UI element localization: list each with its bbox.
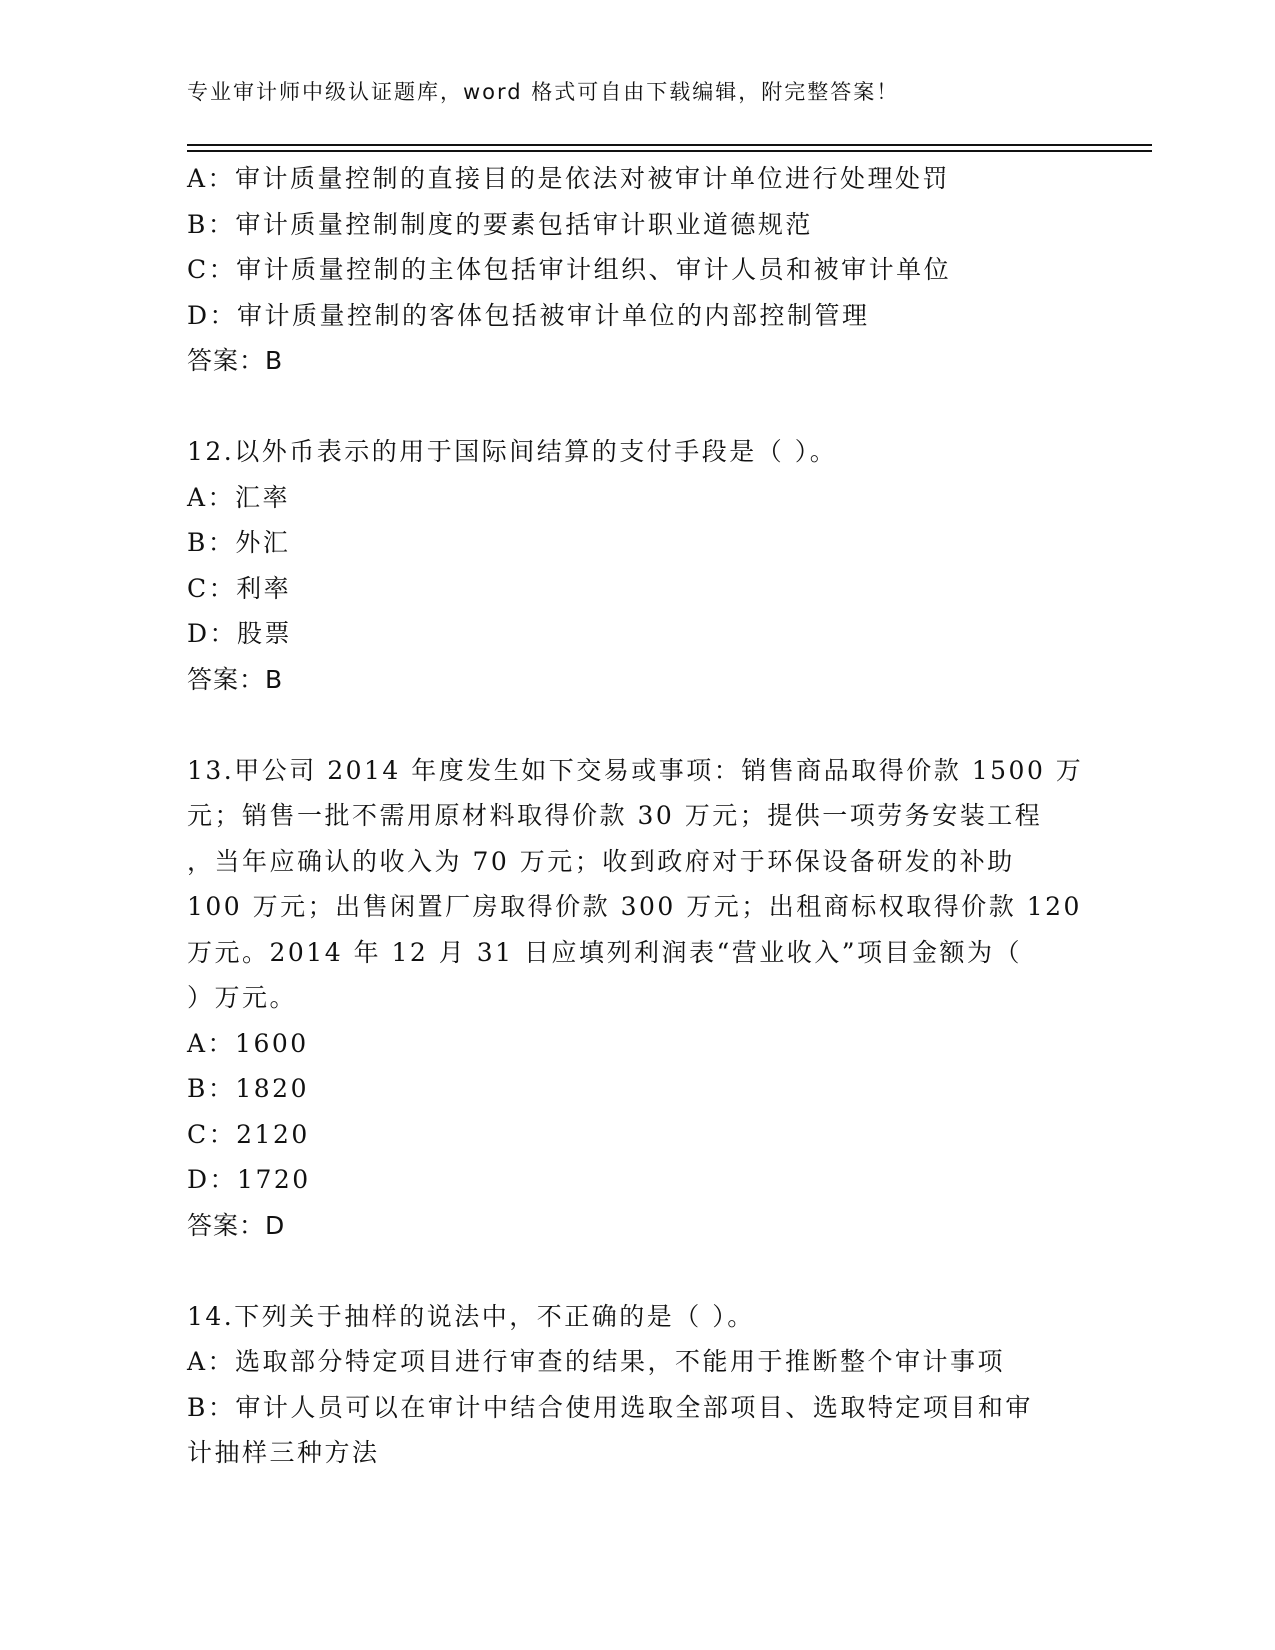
- question-stem-line: ，当年应确认的收入为 70 万元；收到政府对于环保设备研发的补助: [187, 846, 1015, 876]
- spacer: [187, 702, 1087, 748]
- question-stem-line: 100 万元；出售闲置厂房取得价款 300 万元；出租商标权取得价款 120: [187, 892, 1082, 921]
- question-stem-line: ）万元。: [187, 983, 298, 1012]
- option-d: D：股票: [187, 619, 293, 648]
- option-b: B：1820: [187, 1074, 309, 1103]
- option-a: A：选取部分特定项目进行审查的结果，不能用于推断整个审计事项: [187, 1347, 1006, 1376]
- option-a: A：1600: [187, 1028, 309, 1058]
- answer: 答案：B: [187, 346, 284, 375]
- answer: 答案：B: [187, 664, 284, 694]
- option-b: B：外汇: [187, 528, 291, 557]
- question-stem: 12.以外币表示的用于国际间结算的支付手段是（ ）。: [187, 437, 838, 466]
- answer: 答案：D: [187, 1210, 286, 1240]
- spacer: [187, 384, 1087, 430]
- option-d: D：1720: [187, 1165, 311, 1194]
- option-b: B：审计质量控制制度的要素包括审计职业道德规范: [187, 209, 813, 239]
- option-c: C：2120: [187, 1119, 310, 1149]
- option-d: D：审计质量控制的客体包括被审计单位的内部控制管理: [187, 300, 870, 330]
- header-rule-top: [187, 144, 1152, 146]
- option-a: A：汇率: [187, 482, 291, 512]
- question-stem-line: 13.甲公司 2014 年度发生如下交易或事项：销售商品取得价款 1500 万: [187, 755, 1084, 785]
- question-content: [187, 156, 1087, 1476]
- option-c: C：审计质量控制的主体包括审计组织、审计人员和被审计单位: [187, 255, 952, 284]
- question-12: [187, 429, 1087, 702]
- option-a: A：审计质量控制的直接目的是依法对被审计单位进行处理处罚: [187, 164, 951, 193]
- option-b-continued: 计抽样三种方法: [187, 1438, 380, 1467]
- question-stem-line: 万元。2014 年 12 月 31 日应填列利润表“营业收入”项目金额为（: [187, 937, 1023, 967]
- header-rule-bottom: [187, 150, 1152, 152]
- option-b: B：审计人员可以在审计中结合使用选取全部项目、选取特定项目和审: [187, 1392, 1033, 1422]
- option-c: C：利率: [187, 573, 292, 603]
- question-stem-line: 元；销售一批不需用原材料取得价款 30 万元；提供一项劳务安装工程: [187, 801, 1043, 830]
- question-13: [187, 748, 1087, 1249]
- question-14: [187, 1294, 1087, 1476]
- page-header: 专业审计师中级认证题库，word 格式可自由下载编辑，附完整答案！: [187, 80, 900, 104]
- question-11: [187, 156, 1087, 384]
- question-stem: 14.下列关于抽样的说法中，不正确的是（ ）。: [187, 1301, 755, 1331]
- spacer: [187, 1248, 1087, 1294]
